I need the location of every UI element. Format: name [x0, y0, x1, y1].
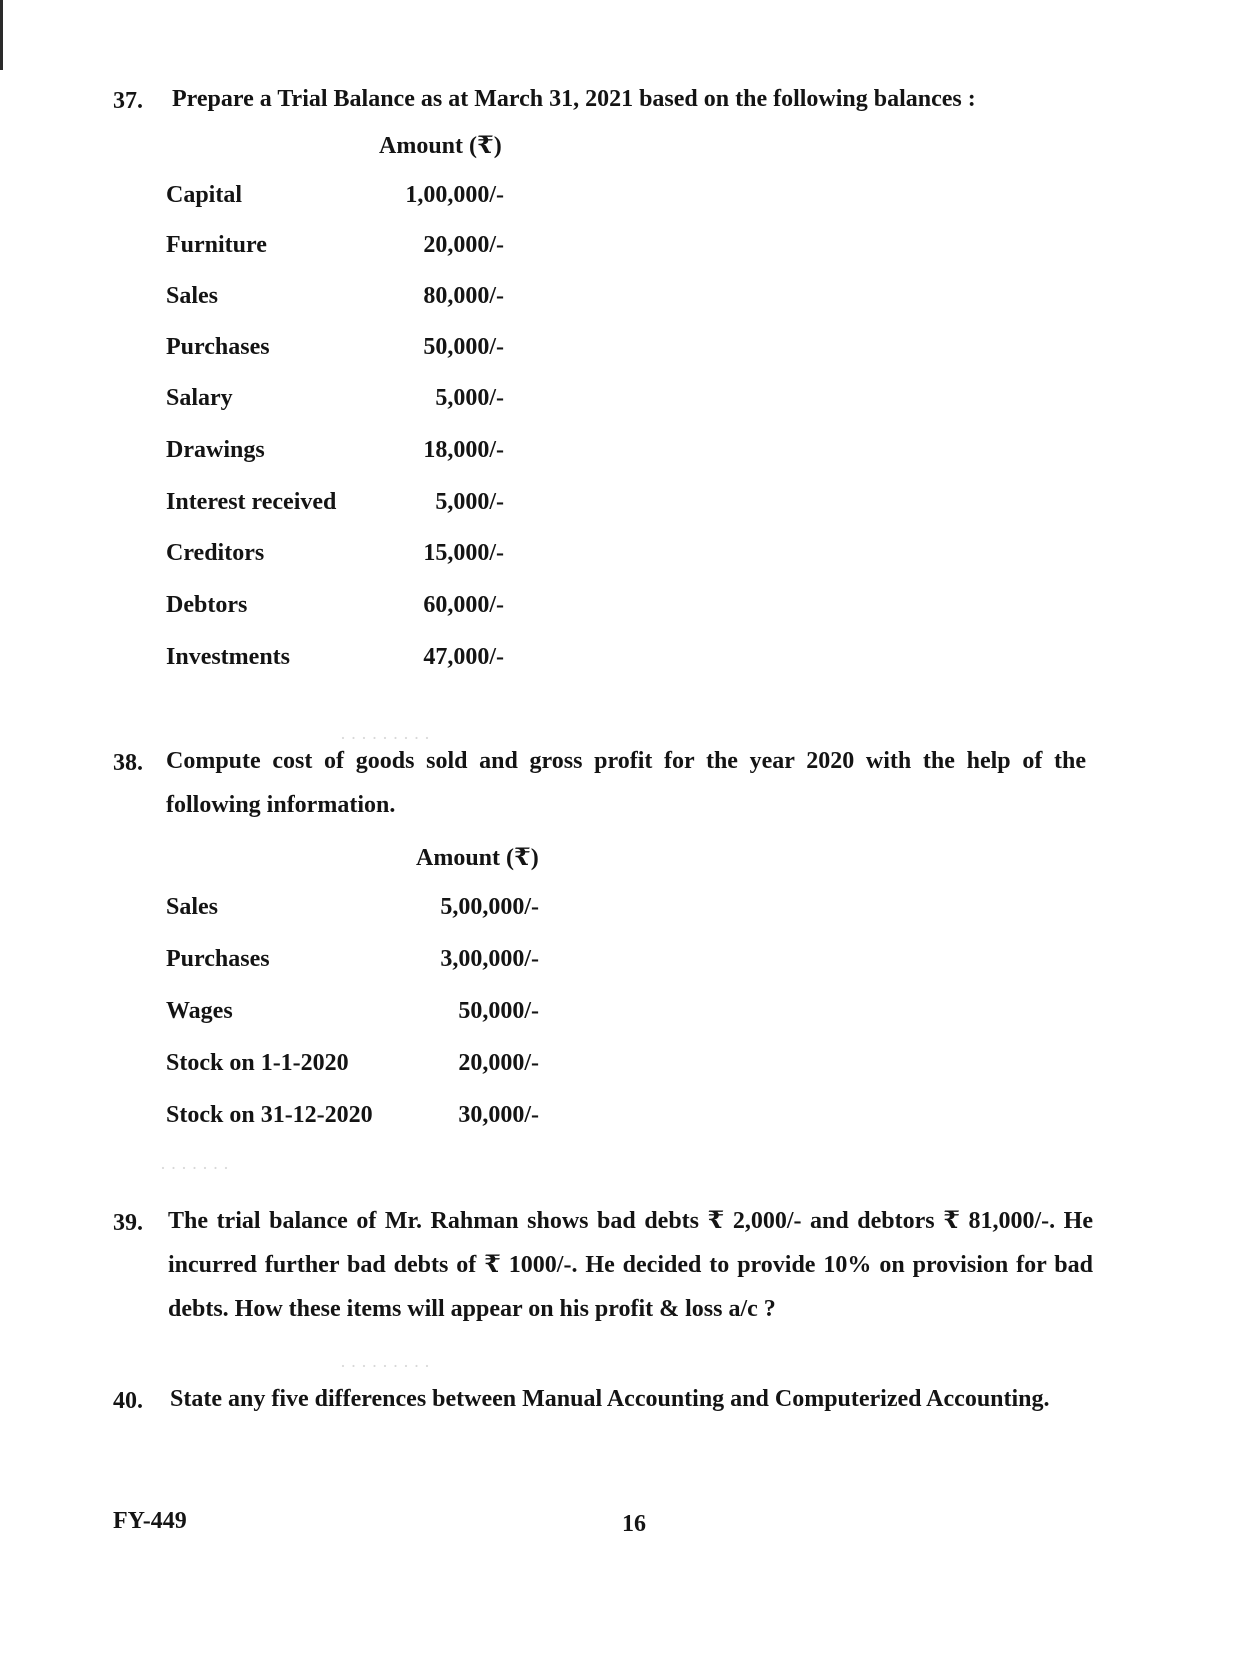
- row-amount: 18,000/-: [423, 437, 504, 463]
- question-number: 40.: [113, 1388, 143, 1414]
- row-amount: 1,00,000/-: [405, 182, 504, 208]
- bleed-through-marks: · · · · · · · · ·: [340, 728, 430, 748]
- row-label: Salary: [166, 385, 233, 411]
- table-row: [166, 998, 539, 1038]
- row-amount: 60,000/-: [423, 592, 504, 618]
- row-amount: 20,000/-: [423, 232, 504, 258]
- table-row: [166, 540, 504, 580]
- row-label: Creditors: [166, 540, 265, 566]
- question-text: Prepare a Trial Balance as at March 31, 2021 based on the following balances :: [172, 86, 976, 112]
- bleed-through-marks: · · · · · · ·: [160, 1158, 229, 1178]
- row-label: Interest received: [166, 489, 337, 515]
- row-amount: 50,000/-: [423, 334, 504, 360]
- scan-edge-mark: [0, 0, 3, 70]
- row-amount: 3,00,000/-: [440, 946, 539, 972]
- row-label: Furniture: [166, 232, 267, 258]
- bleed-through-marks: · · · · · · · · ·: [340, 1356, 430, 1376]
- question-number: 38.: [113, 750, 143, 776]
- row-amount: 50,000/-: [458, 998, 539, 1024]
- amount-header: Amount (₹): [379, 133, 502, 159]
- question-text: The trial balance of Mr. Rahman shows bad debts ₹ 2,000/- and debtors ₹ 81,000/-. He incurred further bad debts of ₹ 1000/-. He decided to provide 10% on provision for bad debts. How these items will appear on his profit & loss a/c ?: [168, 1208, 1093, 1322]
- page-number: 16: [622, 1511, 646, 1537]
- row-label: Sales: [166, 283, 219, 309]
- row-label: Drawings: [166, 437, 265, 463]
- table-row: [166, 437, 504, 477]
- table-row: [166, 283, 504, 323]
- row-label: Purchases: [166, 334, 270, 360]
- table-row: [166, 489, 504, 529]
- table-row: [166, 1050, 539, 1090]
- paper-code: FY-449: [113, 1508, 187, 1534]
- row-amount: 80,000/-: [423, 283, 504, 309]
- amount-header: Amount (₹): [416, 845, 539, 871]
- balances-table: [166, 130, 526, 690]
- row-label: Wages: [166, 998, 233, 1024]
- table-row: [166, 334, 504, 374]
- row-label: Stock on 1-1-2020: [166, 1050, 349, 1076]
- question-text: State any five differences between Manual Accounting and Computerized Accounting.: [170, 1386, 1050, 1412]
- table-row: [166, 894, 539, 934]
- row-amount: 15,000/-: [423, 540, 504, 566]
- table-row: [166, 1102, 539, 1142]
- row-label: Stock on 31-12-2020: [166, 1102, 373, 1128]
- table-row: [166, 385, 504, 425]
- row-label: Debtors: [166, 592, 248, 618]
- row-label: Investments: [166, 644, 290, 670]
- row-amount: 5,00,000/-: [440, 894, 539, 920]
- question-text: Compute cost of goods sold and gross profit for the year 2020 with the help of the following information.: [166, 748, 1086, 818]
- table-row: [166, 644, 504, 684]
- table-row: [166, 946, 539, 986]
- row-amount: 5,000/-: [435, 489, 504, 515]
- question-number: 39.: [113, 1210, 143, 1236]
- row-amount: 20,000/-: [458, 1050, 539, 1076]
- row-label: Purchases: [166, 946, 270, 972]
- table-row: [166, 182, 504, 222]
- row-amount: 5,000/-: [435, 385, 504, 411]
- row-label: Sales: [166, 894, 219, 920]
- information-table: [166, 842, 566, 1142]
- question-number: 37.: [113, 88, 143, 114]
- row-amount: 30,000/-: [458, 1102, 539, 1128]
- table-row: [166, 592, 504, 632]
- table-row: [166, 232, 504, 272]
- row-label: Capital: [166, 182, 243, 208]
- row-amount: 47,000/-: [423, 644, 504, 670]
